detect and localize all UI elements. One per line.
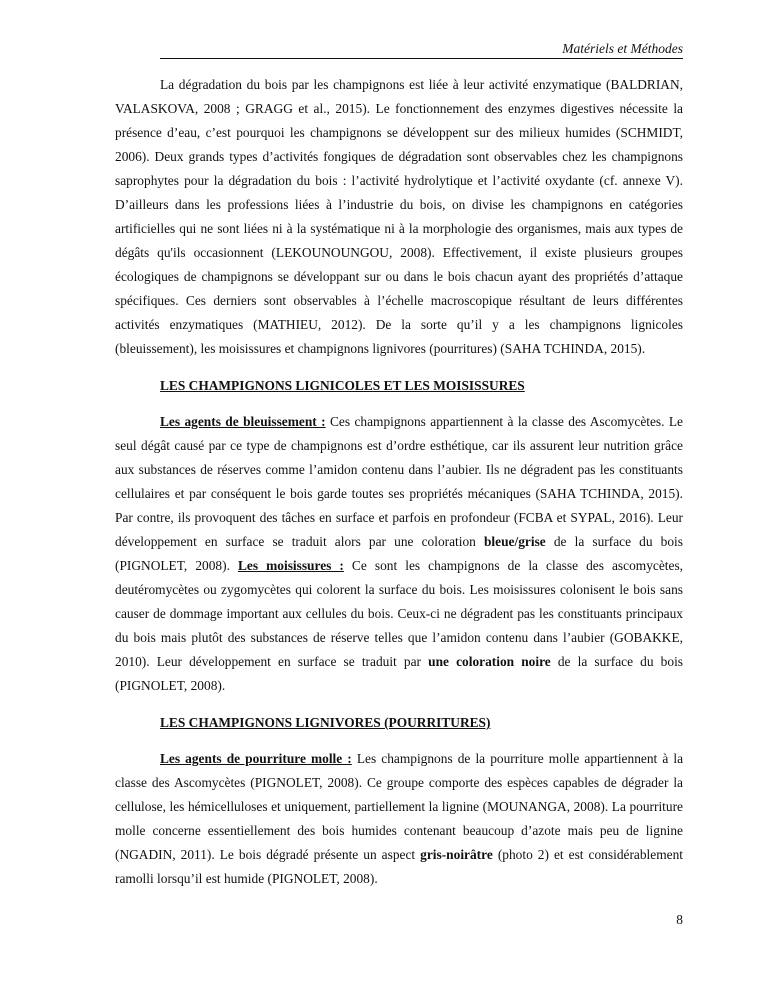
text-segment: de la surface du bois (PIGNOLET, 2008). [115, 534, 683, 573]
term-gris-noiratre: gris-noirâtre [420, 847, 493, 862]
term-bleuissement: Les agents de bleuissement : [160, 414, 326, 429]
text-segment: Ce sont les champignons de la classe des ascomycètes, deutéromycètes ou zygomycètes qui colorent la surface du bois. Les moisissures colonisent le bois sans causer de dommage important aux cellules du bois. Ceux-ci ne dégradent pas les constituants principaux du bois mais plutôt des substances de réserve telles que l’amidon contenu dans l’aubier (GOBAKKE, 2010). Leur développement en surface se traduit par [115, 558, 684, 669]
term-moisissures: Les moisissures : [237, 558, 344, 573]
term-coloration-noire: une coloration noire [428, 654, 551, 669]
paragraph-intro: La dégradation du bois par les champignons est liée à leur activité enzymatique (BALDRIAN, VALASKOVA, 2008 ; GRAGG et al., 2015). Le fonctionnement des enzymes digestives nécessite la présence d’eau, c’est pourquoi les champignons se développent sur des milieux humides (SCHMIDT, 2006). Deux grands types d’activités fongiques de dégradation sont observables chez les champignons saprophytes pour la dégradation du bois : l’activité hydrolytique et l’activité oxydante (cf. annexe V). D’ailleurs dans les professions liées à l’industrie du bois, on divise les champignons en catégories artificielles qui ne sont liées ni à la systématique ni à la morphologie des organismes, mais aux types de dégâts qu'ils occasionnent (LEKOUNOUNGOU, 2008). Effectivement, il existe plusieurs groupes écologiques de champignons se développant sur ou dans le bois chacun ayant des propriétés d’attaque spécifiques. Ces derniers sont observables à l’échelle macroscopique résultant de leurs différentes activités enzymatiques (MATHIEU, 2012). De la sorte qu’il y a les champignons lignicoles (bleuissement), les moisissures et champignons lignivores (pourritures) (SAHA TCHINDA, 2015). [115, 77, 683, 356]
term-bleue-grise: bleue/grise [483, 534, 546, 549]
paragraph-pourriture-molle [115, 747, 683, 891]
text-segment: Les champignons de la pourriture molle appartiennent à la classe des Ascomycètes (PIGNOLET, 2008). Ce groupe comporte des espèces capables de dégrader la cellulose, les hémicelluloses et uniquement, partiellement la lignine (MOUNANGA, 2008). La pourriture molle concerne essentiellement des bois humides contenant beaucoup d’azote mais peu de lignine (NGADIN, 2011). Le bois dégradé présente un aspect [115, 751, 684, 862]
text-segment: Ces champignons appartiennent à la classe des Ascomycètes. Le seul dégât causé par ce type de champignons est d’ordre esthétique, car ils assurent leur nutrition grâce aux substances de réserves comme l’amidon contenu dans l’aubier. Ils ne dégradent pas les constituants cellulaires et par conséquent le bois garde toutes ses propriétés mécaniques (SAHA TCHINDA, 2015). Par contre, ils provoquent des tâches en surface et parfois en profondeur (FCBA et SYPAL, 2016). Leur développement en surface se traduit alors par une coloration [115, 414, 683, 549]
text-segment: (photo 2) et est considérablement ramolli lorsqu’il est humide (PIGNOLET, 2008). [115, 847, 683, 886]
text-segment: de la surface du bois (PIGNOLET, 2008). [115, 654, 683, 693]
section-heading-lignicoles: LES CHAMPIGNONS LIGNICOLES ET LES MOISISSURES [160, 378, 525, 393]
running-header: Matériels et Méthodes [160, 40, 683, 59]
paragraph-lignicoles [115, 410, 683, 698]
page-number: 8 [676, 912, 683, 927]
term-pourriture-molle: Les agents de pourriture molle : [160, 751, 352, 766]
document-body [115, 73, 683, 891]
section-heading-lignivores: LES CHAMPIGNONS LIGNIVORES (POURRITURES) [160, 715, 491, 730]
